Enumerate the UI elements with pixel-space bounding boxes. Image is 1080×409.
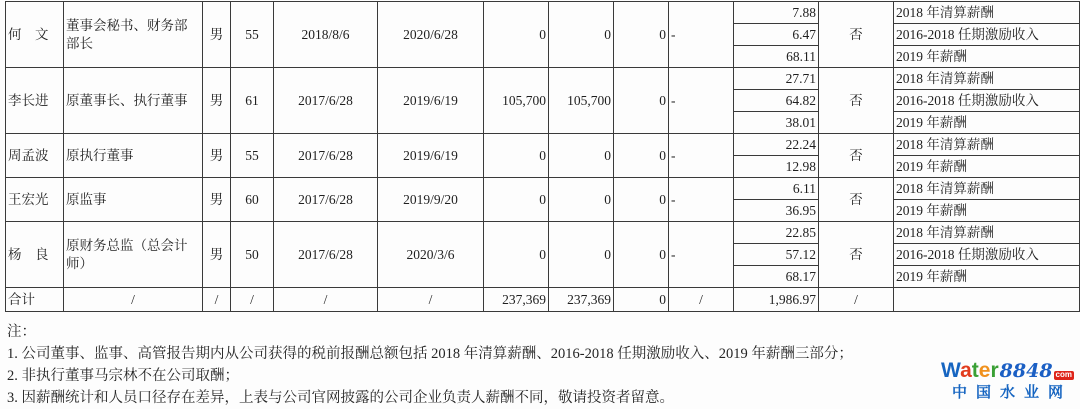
footnote-line: 2. 非执行董事马宗林不在公司取酬； (7, 368, 239, 384)
cell-pay-label: 2016-2018 任期激励收入 (894, 90, 1080, 112)
cell-pay-label: 2019 年薪酬 (894, 156, 1080, 178)
cell-other-pay: 0 (614, 2, 669, 68)
cell-other-pay: 0 (614, 288, 669, 312)
cell-name: 何 文 (6, 2, 64, 68)
cell-amount: 57.12 (734, 244, 819, 266)
cell-age: 50 (231, 222, 274, 288)
cell-amount: 22.85 (734, 222, 819, 244)
report-page (0, 1, 1080, 404)
logo-letter: W (941, 359, 961, 383)
cell-company-pay: 105,700 (549, 68, 614, 134)
salary-table-body (6, 2, 1080, 312)
footnotes-title: 注： (7, 324, 36, 340)
cell-pretax-total: 237,369 (484, 288, 549, 312)
cell-position: 原执行董事 (64, 134, 203, 178)
cell-pay-label: 2019 年薪酬 (894, 46, 1080, 68)
cell-pay-label: 2018 年清算薪酬 (894, 2, 1080, 24)
logo-tld-com: com (1055, 370, 1072, 380)
cell-end-date: / (378, 288, 484, 312)
cell-pay-label: 2019 年薪酬 (894, 112, 1080, 134)
cell-gender: 男 (203, 222, 231, 288)
cell-company-pay: 0 (549, 134, 614, 178)
cell-position: 原董事长、执行董事 (64, 68, 203, 134)
cell-pay-label: 2018 年清算薪酬 (894, 222, 1080, 244)
cell-gender: / (203, 288, 231, 312)
logo-letter: e (978, 359, 991, 383)
cell-dash: / (669, 288, 734, 312)
cell-start-date: 2017/6/28 (274, 178, 378, 222)
cell-amount: 7.88 (734, 2, 819, 24)
cell-other-pay: 0 (614, 68, 669, 134)
cell-age: 55 (231, 2, 274, 68)
cell-amount: 36.95 (734, 200, 819, 222)
person-row (6, 178, 1080, 200)
cell-dash: - (669, 68, 734, 134)
cell-related-party: 否 (819, 178, 894, 222)
cell-gender: 男 (203, 178, 231, 222)
cell-pretax-total: 105,700 (484, 68, 549, 134)
cell-position: 原监事 (64, 178, 203, 222)
cell-start-date: 2018/8/6 (274, 2, 378, 68)
cell-end-date: 2020/3/6 (378, 222, 484, 288)
cell-amount: 64.82 (734, 90, 819, 112)
footnotes (7, 321, 907, 409)
water8848-logo (941, 359, 1074, 401)
cell-pay-label: 2016-2018 任期激励收入 (894, 24, 1080, 46)
cell-start-date: 2017/6/28 (274, 222, 378, 288)
cell-position: 原财务总监（总会计师） (64, 222, 203, 288)
cell-pretax-total: 0 (484, 134, 549, 178)
cell-related-party: 否 (819, 68, 894, 134)
person-row (6, 2, 1080, 24)
cell-end-date: 2019/6/19 (378, 134, 484, 178)
cell-amount: 38.01 (734, 112, 819, 134)
cell-amount: 6.47 (734, 24, 819, 46)
cell-pay-label: 2016-2018 任期激励收入 (894, 244, 1080, 266)
cell-company-pay: 237,369 (549, 288, 614, 312)
cell-end-date: 2019/6/19 (378, 68, 484, 134)
cell-dash: - (669, 2, 734, 68)
cell-pay-label: 2018 年清算薪酬 (894, 68, 1080, 90)
footnote-line: 3. 因薪酬统计和人员口径存在差异，上表与公司官网披露的公司企业负责人薪酬不同，敬请投资者留意。 (7, 390, 674, 406)
cell-name: 李长进 (6, 68, 64, 134)
cell-dash: - (669, 134, 734, 178)
cell-age: 60 (231, 178, 274, 222)
cell-position: / (64, 288, 203, 312)
cell-start-date: / (274, 288, 378, 312)
cell-pretax-total: 0 (484, 2, 549, 68)
cell-dash: - (669, 222, 734, 288)
cell-company-pay: 0 (549, 2, 614, 68)
cell-end-date: 2020/6/28 (378, 2, 484, 68)
cell-amount: 1,986.97 (734, 288, 819, 312)
cell-other-pay: 0 (614, 178, 669, 222)
cell-age: / (231, 288, 274, 312)
cell-pay-label: 2018 年清算薪酬 (894, 178, 1080, 200)
cell-related-party: 否 (819, 222, 894, 288)
logo-subtitle: 中国水业网 (952, 383, 1073, 401)
cell-gender: 男 (203, 2, 231, 68)
person-row (6, 222, 1080, 244)
cell-amount: 68.11 (734, 46, 819, 68)
cell-pretax-total: 0 (484, 178, 549, 222)
cell-name: 王宏光 (6, 178, 64, 222)
cell-related-party: / (819, 288, 894, 312)
cell-dash: - (669, 178, 734, 222)
logo-wordmark (941, 359, 1074, 382)
cell-amount: 6.11 (734, 178, 819, 200)
cell-pay-label: 2019 年薪酬 (894, 200, 1080, 222)
cell-start-date: 2017/6/28 (274, 68, 378, 134)
cell-name: 杨 良 (6, 222, 64, 288)
person-row (6, 68, 1080, 90)
logo-letter: r (990, 359, 999, 383)
cell-age: 61 (231, 68, 274, 134)
cell-name: 合计 (6, 288, 64, 312)
logo-word-water (941, 359, 999, 383)
cell-gender: 男 (203, 134, 231, 178)
cell-pretax-total: 0 (484, 222, 549, 288)
cell-position: 董事会秘书、财务部部长 (64, 2, 203, 68)
cell-other-pay: 0 (614, 134, 669, 178)
cell-related-party: 否 (819, 134, 894, 178)
cell-company-pay: 0 (549, 178, 614, 222)
cell-pay-label (894, 288, 1080, 312)
cell-start-date: 2017/6/28 (274, 134, 378, 178)
cell-amount: 27.71 (734, 68, 819, 90)
cell-name: 周孟波 (6, 134, 64, 178)
cell-gender: 男 (203, 68, 231, 134)
cell-amount: 68.17 (734, 266, 819, 288)
person-row (6, 134, 1080, 156)
logo-letter: t (971, 359, 979, 383)
cell-age: 55 (231, 134, 274, 178)
cell-end-date: 2019/9/20 (378, 178, 484, 222)
cell-pay-label: 2018 年清算薪酬 (894, 134, 1080, 156)
cell-other-pay: 0 (614, 222, 669, 288)
logo-letter: a (960, 359, 972, 383)
cell-related-party: 否 (819, 2, 894, 68)
cell-company-pay: 0 (549, 222, 614, 288)
cell-amount: 12.98 (734, 156, 819, 178)
executive-compensation-table (5, 1, 1080, 312)
cell-pay-label: 2019 年薪酬 (894, 266, 1080, 288)
footnote-line: 1. 公司董事、监事、高管报告期内从公司获得的税前报酬总额包括 2018 年清算薪酬、2016-2018 任期激励收入、2019 年薪酬三部分； (7, 346, 853, 362)
total-row (6, 288, 1080, 312)
cell-amount: 22.24 (734, 134, 819, 156)
logo-number: 8848 (999, 360, 1053, 383)
